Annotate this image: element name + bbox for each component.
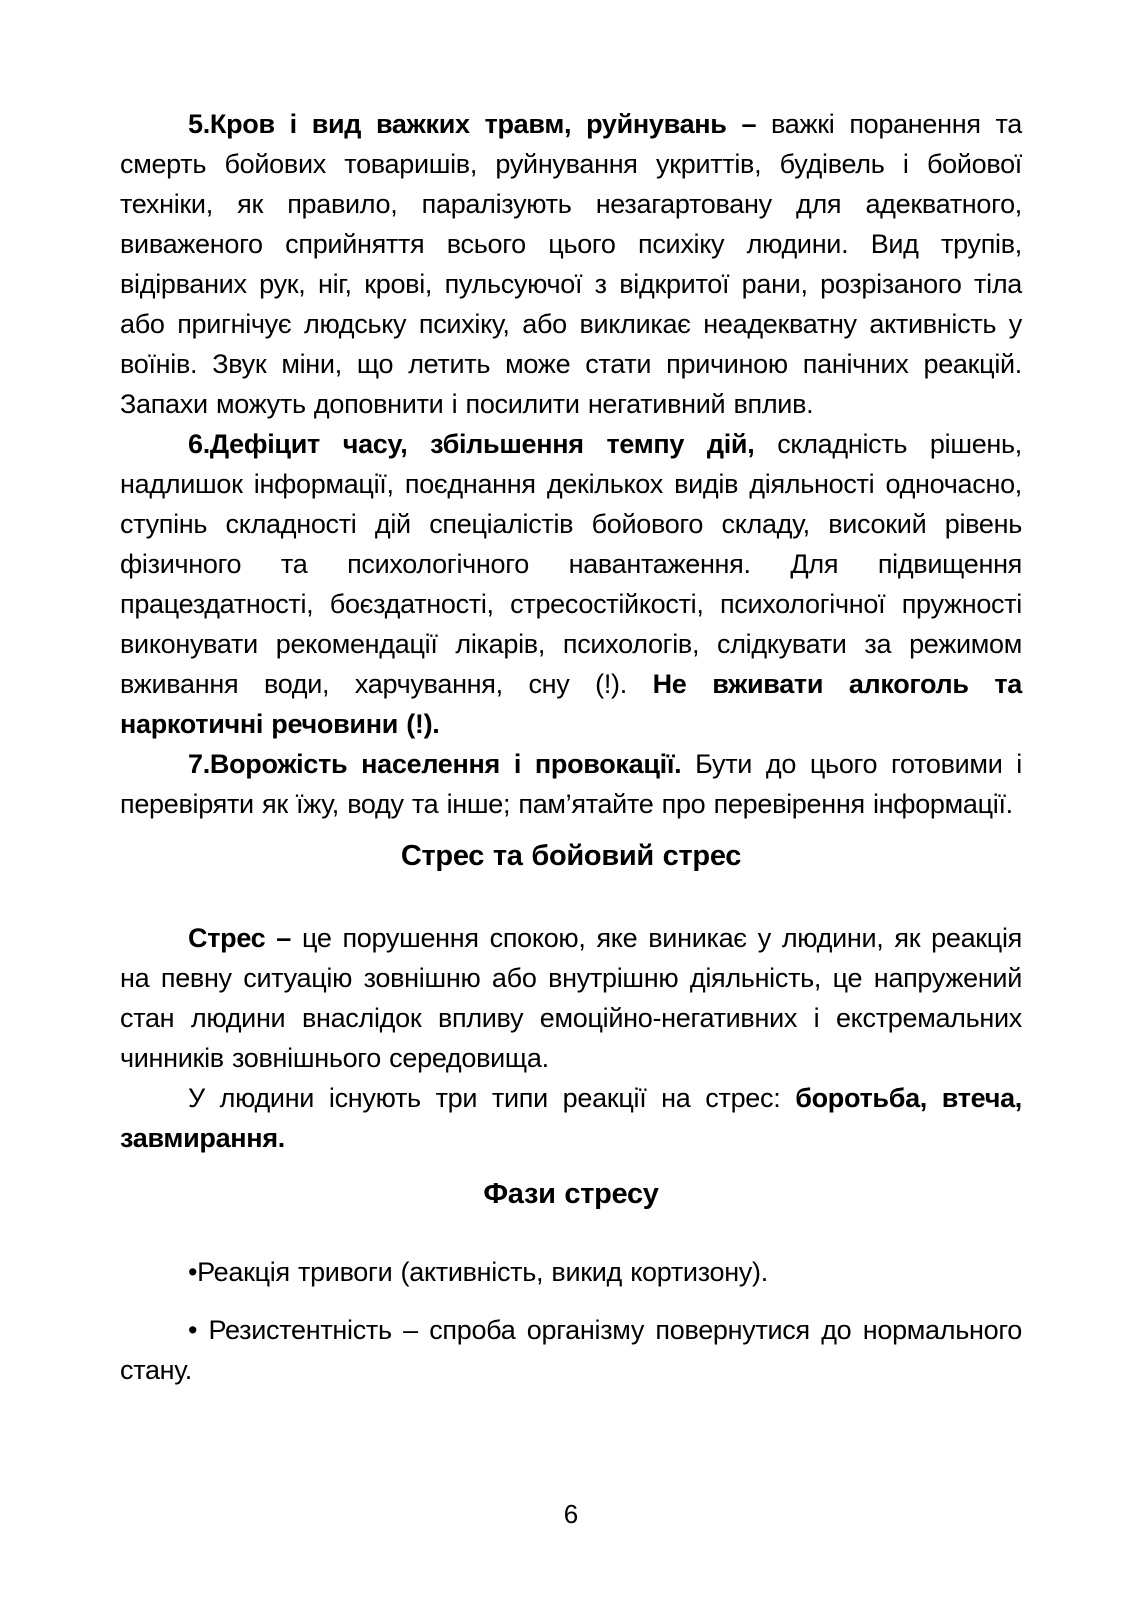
bullet-item-alarm-reaction: •Реакція тривоги (активність, викид кортизону).: [188, 1257, 768, 1287]
paragraph-blood-and-severe-trauma: [120, 104, 1022, 424]
section-heading-stress-and-combat-stress: Стрес та бойовий стрес: [400, 840, 742, 872]
paragraph-bold-lead: Стрес –: [188, 923, 302, 953]
paragraph-bold-lead: 6.Дефіцит часу, збільшення темпу дій,: [188, 429, 778, 459]
paragraph-hostile-population: [120, 744, 1022, 824]
paragraph-bold-lead: 7.Ворожість населення і провокації.: [188, 749, 696, 779]
paragraph-body-text: складність рішень, надлишок інформації, поєднання декількох видів діяльності одночасно, ступінь складності дій спеціалістів бойового складу, високий рівень фізичного та психологічного навантаження. Для підвищення працездатності, боєздатності, стресостійкості, психологічної пружності виконувати рекомендації лікарів, психологів, слідкувати за режимом вживання води, харчування, сну (!).: [120, 429, 1022, 699]
paragraph-body-text: Бути до цього готовими і перевіряти як їжу, воду та інше; пам’ятайте про перевірення інформації.: [120, 749, 1023, 819]
paragraph-time-deficit: [120, 424, 1022, 744]
document-page-content: [120, 104, 1022, 1390]
paragraph-bold-warning: Не вживати алкоголь та наркотичні речовини (!).: [120, 669, 1022, 739]
paragraph-body-text: У людини існують три типи реакції на стрес:: [188, 1083, 796, 1113]
section-heading-stress-phases: Фази стресу: [483, 1178, 659, 1210]
paragraph-bold-reactions: боротьба, втеча, завмирання.: [120, 1083, 1022, 1153]
page-footer: [0, 1494, 1142, 1534]
paragraph-bold-lead: 5.Кров і вид важких травм, руйнувань –: [188, 109, 772, 139]
page-number: 6: [563, 1499, 579, 1529]
paragraph-stress-definition: [120, 918, 1022, 1078]
paragraph-body-text: важкі поранення та смерть бойових товаришів, руйнування укриттів, будівель і бойової техніки, як правило, паралізують незагартовану для адекватного, виваженого сприйняття всього цього психіку людини. Вид трупів, відірваних рук, ніг, крові, пульсуючої з відкритої рани, розрізаного тіла або пригнічує людську психіку, або викликає неадекватну активність у воїнів. Звук міни, що летить може стати причиною панічних реакцій. Запахи можуть доповнити і посилити негативний вплив.: [120, 109, 1022, 419]
paragraph-three-reactions: [120, 1078, 1022, 1158]
paragraph-body-text: це порушення спокою, яке виникає у людини, як реакція на певну ситуацію зовнішню або внутрішню діяльність, це напружений стан людини внаслідок впливу емоційно-негативних і екстремальних чинників зовнішнього середовища.: [120, 923, 1022, 1073]
bullet-item-resistance: • Резистентність – спроба організму повернутися до нормального стану.: [120, 1315, 1022, 1385]
